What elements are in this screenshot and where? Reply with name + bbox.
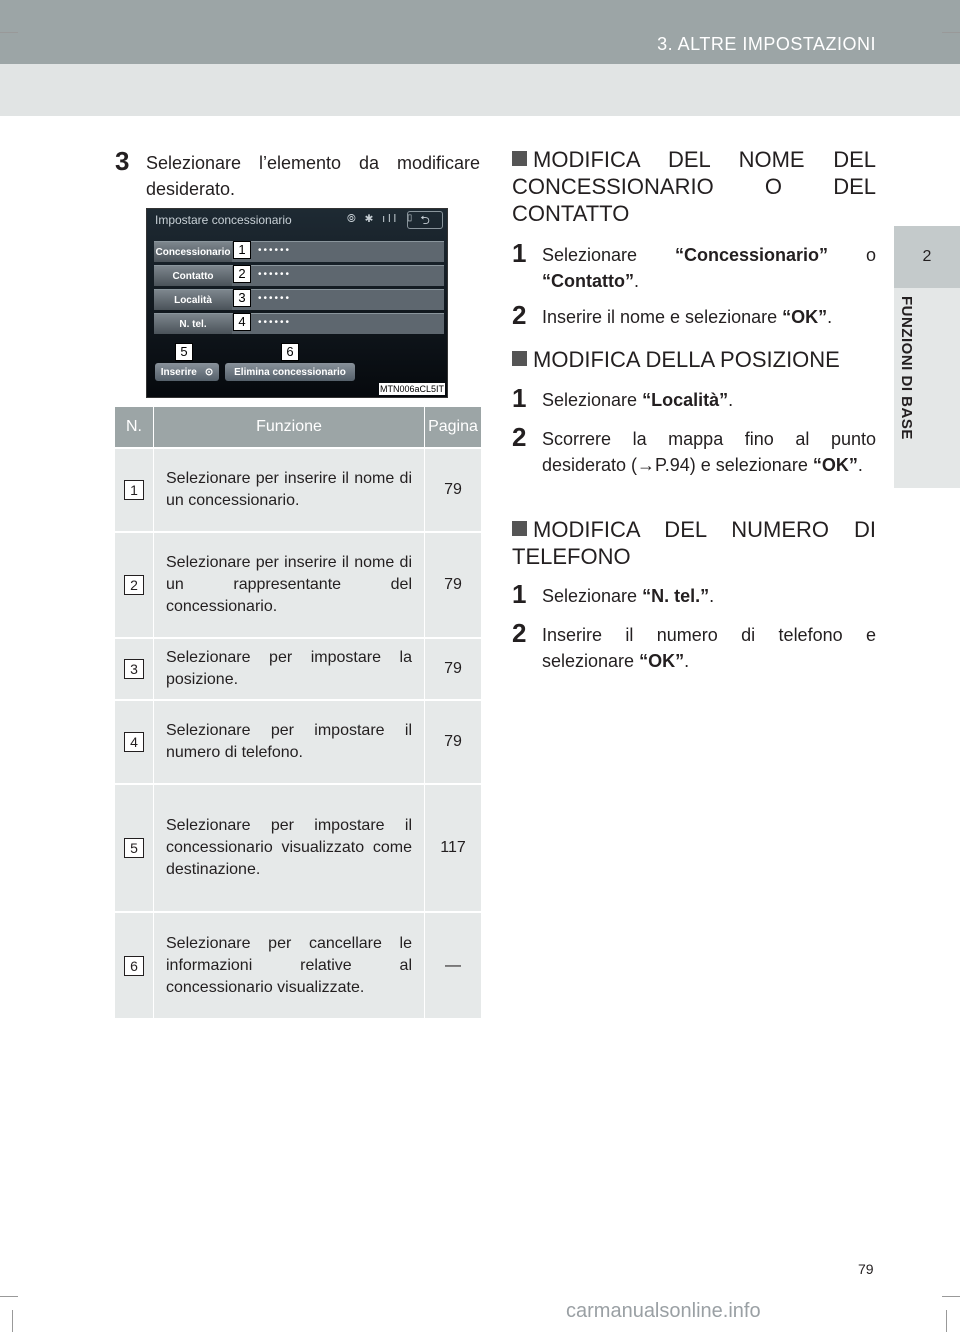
square-bullet-icon (512, 521, 527, 536)
square-bullet-icon (512, 351, 527, 366)
row-page: 79 (425, 638, 482, 700)
image-code: MTN006aCL5IT (379, 384, 445, 394)
row-page: 79 (425, 700, 482, 784)
section-heading (512, 146, 876, 227)
screen-row-value: •••••• (258, 269, 292, 280)
screen-row-value: •••••• (258, 245, 292, 256)
callout-6: 6 (281, 343, 299, 361)
side-tab-number: 2 (894, 226, 960, 288)
crop-mark (0, 32, 18, 33)
location-icon: ⊙ (204, 366, 214, 378)
step-text: Scorrere la mappa fino al punto desiderato (→P.94) e selezionare “OK”. (542, 429, 876, 475)
screen-button-label: Inserire (160, 366, 197, 378)
table-row (115, 912, 481, 1018)
side-tab-label: FUNZIONI DI BASE (898, 296, 915, 440)
step-number: 2 (512, 300, 527, 330)
row-function: Selezionare per impostare la posizione. (154, 638, 425, 700)
step-text: Selezionare l’elemento da modificare desiderato. (146, 153, 480, 199)
row-page: — (425, 912, 482, 1018)
back-icon: ⮌ (407, 211, 443, 229)
screen-row-ntel (154, 313, 444, 334)
table-row (115, 700, 481, 784)
col-header-function: Funzione (154, 407, 425, 448)
screen-button-label: Elimina concessionario (234, 366, 346, 378)
row-page: 117 (425, 784, 482, 912)
row-number: 3 (124, 659, 144, 679)
screen-row-localita (154, 289, 444, 310)
function-table (115, 407, 481, 1018)
step-number: 1 (512, 238, 527, 268)
row-function: Selezionare per cancellare le informazioni relative al concessionario visualizzate. (154, 912, 425, 1018)
row-page: 79 (425, 532, 482, 638)
row-function: Selezionare per inserire il nome di un concessionario. (154, 448, 425, 532)
section-title: MODIFICA DELLA POSIZIONE (533, 347, 840, 372)
crop-mark (942, 1296, 960, 1297)
screen-row-label: N. tel. (154, 314, 232, 334)
watermark: carmanualsonline.info (566, 1300, 761, 1322)
step-number: 1 (512, 579, 527, 609)
screen-title: Impostare concessionario (155, 213, 292, 227)
step-number: 2 (512, 422, 527, 452)
row-number: 4 (124, 732, 144, 752)
step-number: 1 (512, 383, 527, 413)
step-text: Selezionare “Concessionario” o “Contatto”. (542, 245, 876, 291)
section-title: MODIFICA DEL NUMERO DI TELEFONO (512, 517, 876, 569)
row-page: 79 (425, 448, 482, 532)
crop-mark (0, 1296, 18, 1297)
device-screen (146, 208, 448, 398)
screen-row-contatto (154, 265, 444, 286)
crop-mark (946, 1310, 947, 1332)
status-icons: ⦾ ✱ ıll ▯ (347, 213, 417, 225)
screen-row-value: •••••• (258, 293, 292, 304)
table-row (115, 448, 481, 532)
callout-2: 2 (233, 265, 251, 283)
screen-row-label: Concessionario (154, 242, 232, 262)
header-sub-band (0, 64, 960, 116)
screen-row-value: •••••• (258, 317, 292, 328)
callout-1: 1 (233, 241, 251, 259)
table-row (115, 784, 481, 912)
chapter-title: 3. ALTRE IMPOSTAZIONI (657, 34, 876, 54)
col-header-num: N. (115, 407, 154, 448)
row-number: 5 (124, 838, 144, 858)
step-text: Selezionare “N. tel.”. (542, 586, 715, 606)
table-row (115, 638, 481, 700)
callout-4: 4 (233, 313, 251, 331)
callout-3: 3 (233, 289, 251, 307)
row-function: Selezionare per impostare il numero di telefono. (154, 700, 425, 784)
step-text: Inserire il numero di telefono e selezionare “OK”. (542, 625, 876, 671)
row-number: 2 (124, 575, 144, 595)
section-title: MODIFICA DEL NOME DEL CONCESSIONARIO O DEL CONTATTO (512, 147, 876, 226)
screen-delete-button (225, 363, 355, 381)
screen-insert-button (155, 363, 219, 381)
step-text: Selezionare “Località”. (542, 390, 734, 410)
section-heading (512, 346, 876, 373)
table-row (115, 532, 481, 638)
col-header-page: Pagina (425, 407, 482, 448)
crop-mark (12, 1310, 13, 1332)
square-bullet-icon (512, 151, 527, 166)
row-number: 1 (124, 480, 144, 500)
step-number: 3 (115, 146, 130, 176)
screen-row-label: Contatto (154, 266, 232, 286)
step-number: 2 (512, 618, 527, 648)
page-number: 79 (858, 1261, 874, 1277)
table-header-row (115, 407, 481, 448)
step-text: Inserire il nome e selezionare “OK”. (542, 307, 833, 327)
row-function: Selezionare per impostare il concessionario visualizzato come destinazione. (154, 784, 425, 912)
screen-row-concessionario (154, 241, 444, 262)
screen-row-label: Località (154, 290, 232, 310)
crop-mark (942, 32, 960, 33)
callout-5: 5 (175, 343, 193, 361)
section-heading (512, 516, 876, 570)
row-number: 6 (124, 956, 144, 976)
row-function: Selezionare per inserire il nome di un rappresentante del concessionario. (154, 532, 425, 638)
